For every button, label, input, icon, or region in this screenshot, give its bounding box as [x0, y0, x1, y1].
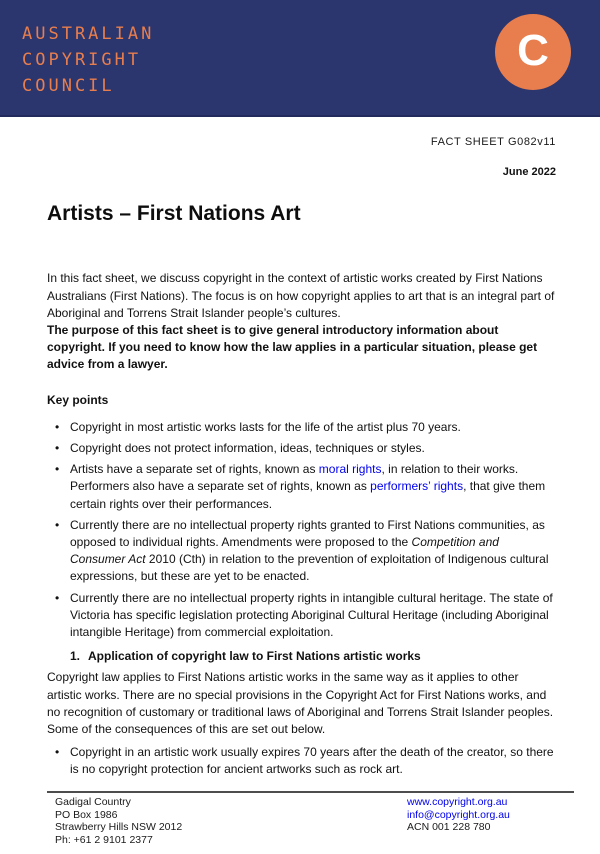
document-title: Artists – First Nations Art [47, 202, 301, 226]
bullet-item: • Currently there are no intellectual property rights granted to First Nations communities, as opposed to individual rights. Amendments were proposed to the Competition and Consumer Act 2010 (Cth) in relation to the prevention of exploitation of Indigenous cultural expressions, but these are yet to be enacted. [47, 517, 556, 586]
footer-phone: Ph: +61 2 9101 2377 [55, 833, 153, 846]
publication-date: June 2022 [502, 166, 556, 179]
bullet-item: • Currently there are no intellectual property rights in intangible cultural heritage. The state of Victoria has specific legislation protecting Aboriginal Cultural Heritage (including Aboriginal intangible Heritage) from commercial exploitation. [47, 590, 556, 642]
bullet-item: • Copyright in an artistic work usually expires 70 years after the death of the creator, so there is no copyright protection for ancient artworks such as rock art. [47, 744, 556, 778]
footer-acn: ACN 001 228 780 [407, 821, 491, 833]
section-1-heading [47, 648, 556, 665]
footer-address-line: Strawberry Hills NSW 2012 [55, 821, 183, 833]
intro-paragraph: In this fact sheet, we discuss copyright in the context of artistic works created by First Nations Australians (First Nations). The focus is on how copyright applies to art that is an integral part of Aboriginal and Torrens Strait Islander people’s cultures. [47, 271, 555, 320]
org-name-line-1: AUSTRALIAN [22, 24, 155, 44]
bullet-item: • Artists have a separate set of rights, known as moral rights, in relation to their works. Performers also have a separate set of rights, known as performers’ rights, that give them certain rights over their performances. [47, 461, 556, 513]
org-name-line-2: COPYRIGHT [22, 50, 142, 70]
org-name [22, 21, 154, 99]
purpose-paragraph: The purpose of this fact sheet is to give general introductory information about copyright. If you need to know how the law applies in a particular situation, please get advice from a lawyer. [47, 323, 538, 372]
footer-contact [407, 796, 510, 846]
acc-logo-letter: C [517, 25, 549, 75]
section-number: 1. [70, 649, 81, 664]
footer-email-link[interactable]: info@copyright.org.au [407, 808, 510, 821]
key-points-heading: Key points [47, 392, 109, 407]
header-band [0, 0, 600, 117]
footer-address [55, 796, 407, 846]
section-1-list [47, 744, 556, 778]
italic-text: Competition and Consumer Act [70, 535, 499, 567]
document-body [0, 134, 600, 779]
key-points-list [47, 419, 556, 641]
footer-address-line: Gadigal Country [55, 796, 131, 808]
moral-rights-link[interactable]: moral rights [318, 462, 382, 477]
org-name-line-3: COUNCIL [22, 76, 115, 96]
section-1-paragraph: Copyright law applies to First Nations artistic works in the same way as it applies to other artistic works. There are no special provisions in the Copyright Act for First Nations works, and no recognition of customary or traditional laws of Aboriginal and Torrens Strait Islander peoples. Some of the consequences of this are set out below. [47, 670, 554, 737]
fact-sheet-code: FACT SHEET G082v11 [430, 136, 556, 148]
acc-logo [495, 14, 571, 90]
bullet-item: • Copyright in most artistic works lasts for the life of the artist plus 70 years. [47, 419, 556, 436]
footer-website-link[interactable]: www.copyright.org.au [407, 796, 508, 808]
performers-rights-link[interactable]: performers’ rights [370, 479, 464, 494]
section-heading-text: Application of copyright law to First Nations artistic works [88, 649, 421, 664]
footer-columns [55, 793, 600, 846]
bullet-item: • Copyright does not protect information, ideas, techniques or styles. [47, 440, 556, 457]
page-footer [0, 791, 600, 846]
footer-address-line: PO Box 1986 [55, 808, 118, 821]
